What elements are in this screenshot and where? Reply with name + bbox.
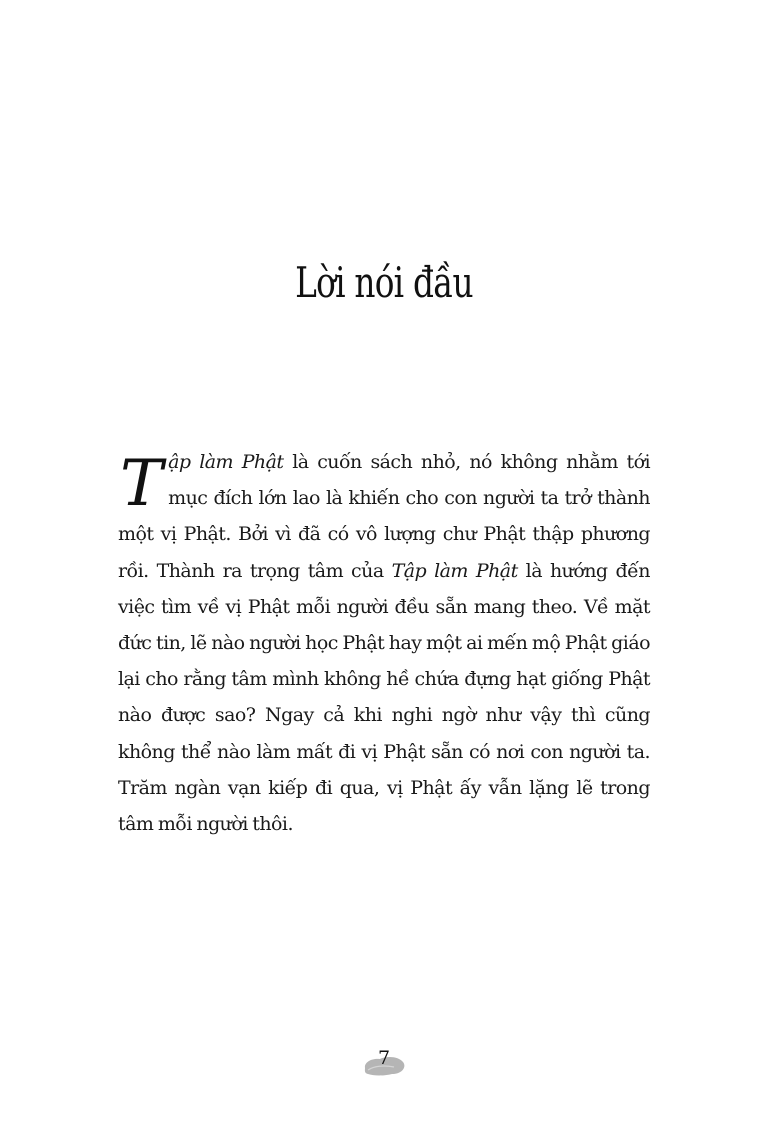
book-title-italic: Tập làm Phật bbox=[391, 559, 518, 582]
paragraph-text: là cuốn sách nhỏ, nó không nhằm tới mục đích lớn lao là khiến cho con người ta trở thành một vị Phật. Bởi vì đã có vô lượng chư Phật thập phương rồi. Thành ra trọng tâm của bbox=[118, 451, 650, 582]
body-paragraph bbox=[118, 444, 650, 842]
page-number-block bbox=[362, 1046, 406, 1078]
drop-cap: T bbox=[120, 447, 163, 521]
page-title: Lời nói đầu bbox=[295, 258, 473, 307]
paragraph-text: là hướng đến việc tìm về vị Phật mỗi người đều sẵn mang theo. Về mặt đức tin, lẽ nào người học Phật hay một ai mến mộ Phật giáo lại cho rằng tâm mình không hề chứa đựng hạt giống Phật nào được sao? Ngay cả khi nghi ngờ như vậy thì cũng không thể nào làm mất đi vị Phật sẵn có nơi con người ta. Trăm ngàn vạn kiếp đi qua, vị Phật ấy vẫn lặng lẽ trong tâm mỗi người thôi. bbox=[118, 559, 650, 836]
book-title-italic: ập làm Phật bbox=[168, 451, 284, 473]
page-number: 7 bbox=[377, 1047, 391, 1069]
